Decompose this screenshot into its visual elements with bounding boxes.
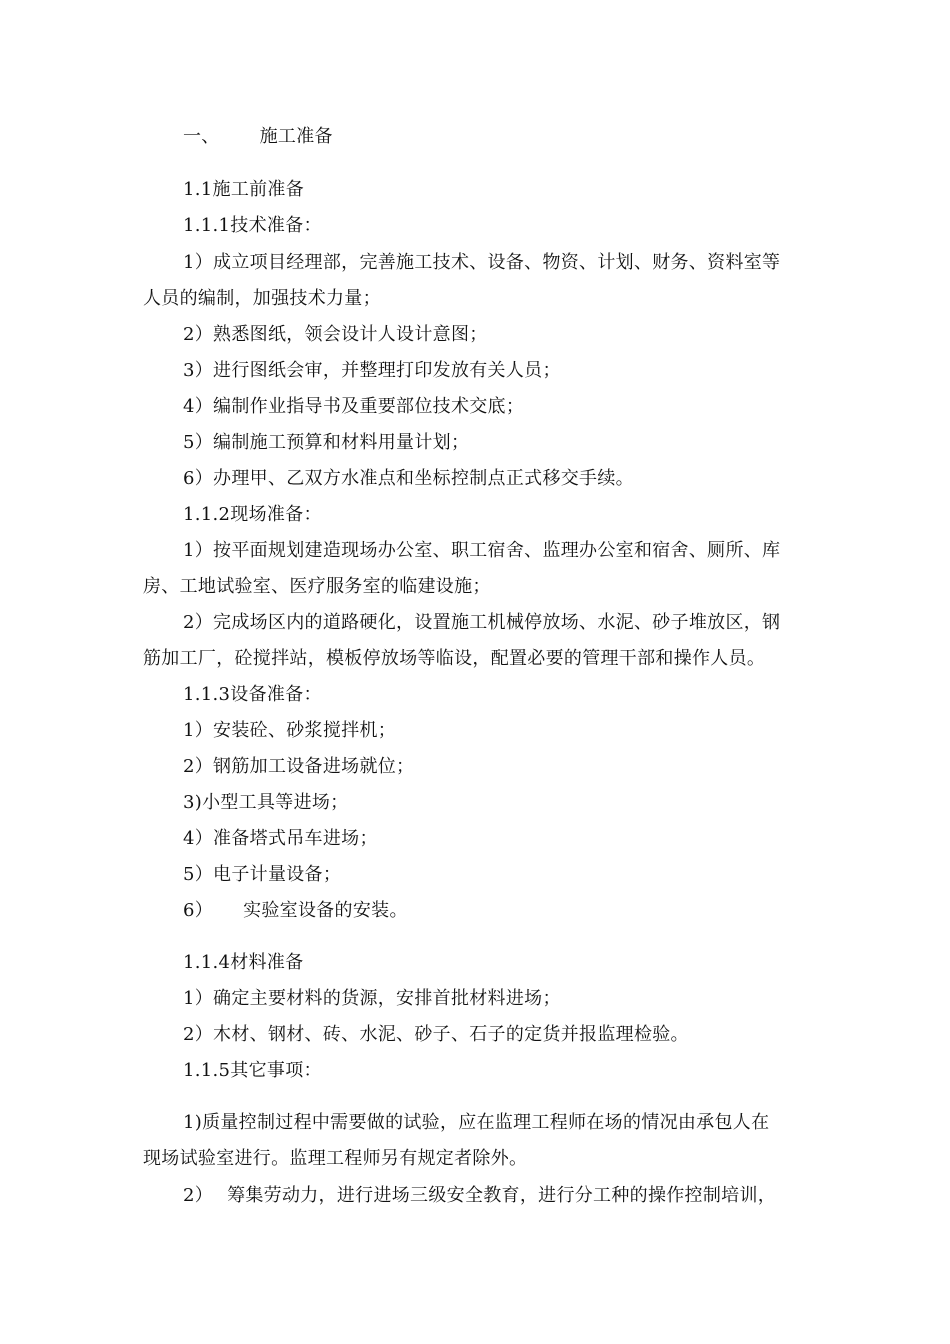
paragraph-line: 3）进行图纸会审，并整理打印发放有关人员；	[183, 360, 561, 381]
section-title-text: 施工准备	[259, 126, 333, 147]
section-title	[183, 125, 333, 149]
section-number: 一、	[183, 126, 220, 147]
paragraph-line: 2）完成场区内的道路硬化，设置施工机械停放场、水泥、砂子堆放区，钢	[183, 612, 781, 633]
paragraph-line: 2）钢筋加工设备进场就位；	[183, 756, 415, 777]
paragraph-line: 3)小型工具等进场；	[183, 792, 349, 813]
paragraph-line: 1）成立项目经理部，完善施工技术、设备、物资、计划、财务、资料室等	[183, 252, 781, 273]
paragraph-line: 现场试验室进行。监理工程师另有规定者除外。	[143, 1148, 528, 1169]
item-number: 2）	[183, 1185, 214, 1206]
paragraph-line	[183, 899, 408, 923]
heading-1-1: 1.1施工前准备	[183, 179, 305, 200]
paragraph-line: 1）按平面规划建造现场办公室、职工宿舍、监理办公室和宿舍、厕所、库	[183, 540, 781, 561]
paragraph-line: 5）电子计量设备；	[183, 864, 342, 885]
heading-1-1-2: 1.1.2现场准备：	[183, 504, 322, 525]
heading-1-1-5: 1.1.5其它事项：	[183, 1060, 322, 1081]
paragraph-line: 人员的编制，加强技术力量；	[143, 288, 381, 309]
paragraph-line: 2）木材、钢材、砖、水泥、砂子、石子的定货并报监理检验。	[183, 1024, 689, 1045]
item-text: 实验室设备的安装。	[243, 900, 408, 921]
heading-1-1-3: 1.1.3设备准备：	[183, 684, 322, 705]
item-number: 6）	[183, 900, 214, 921]
paragraph-line: 2）熟悉图纸，领会设计人设计意图；	[183, 324, 488, 345]
paragraph-line: 筋加工厂，砼搅拌站，模板停放场等临设，配置必要的管理干部和操作人员。	[143, 648, 766, 669]
paragraph-line: 1）安装砼、砂浆搅拌机；	[183, 720, 397, 741]
paragraph-line: 1）确定主要材料的货源，安排首批材料进场；	[183, 988, 561, 1009]
paragraph-line: 4）编制作业指导书及重要部位技术交底；	[183, 396, 525, 417]
paragraph-line: 5）编制施工预算和材料用量计划；	[183, 432, 470, 453]
heading-1-1-1: 1.1.1技术准备：	[183, 215, 322, 236]
paragraph-line: 1)质量控制过程中需要做的试验，应在监理工程师在场的情况由承包人在	[183, 1112, 770, 1133]
item-text: 筹集劳动力，进行进场三级安全教育，进行分工种的操作控制培训，	[227, 1185, 777, 1206]
heading-1-1-4: 1.1.4材料准备	[183, 952, 304, 973]
paragraph-line	[183, 1184, 776, 1208]
paragraph-line: 4）准备塔式吊车进场；	[183, 828, 378, 849]
paragraph-line: 6）办理甲、乙双方水准点和坐标控制点正式移交手续。	[183, 468, 634, 489]
paragraph-line: 房、工地试验室、医疗服务室的临建设施；	[143, 576, 491, 597]
